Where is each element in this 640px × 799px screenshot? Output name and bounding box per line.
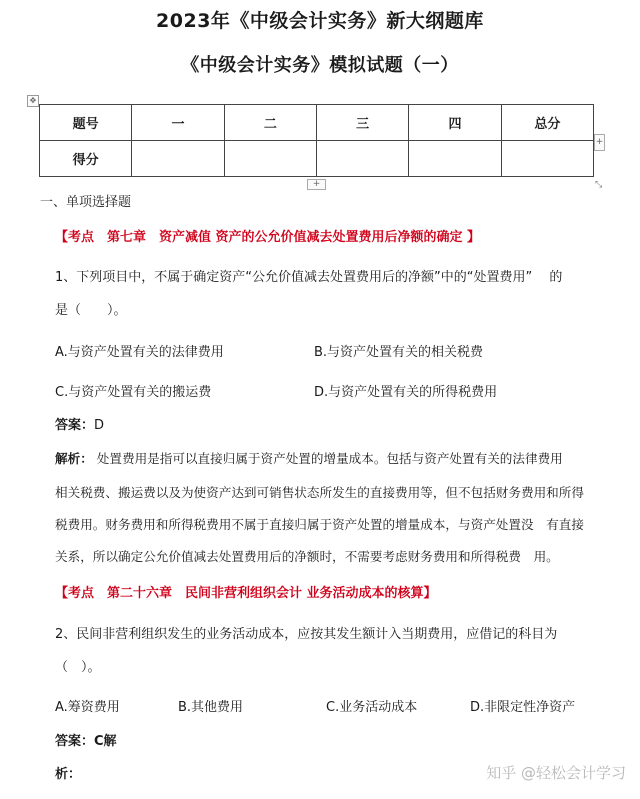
table-header-row (40, 105, 594, 141)
q1-analysis-line1 (55, 448, 563, 467)
score-cell[interactable] (224, 141, 316, 177)
score-cell[interactable] (316, 141, 408, 177)
add-column-icon[interactable]: + (594, 134, 605, 151)
q1-answer (55, 414, 104, 433)
table-move-handle-icon[interactable]: ✥ (27, 95, 39, 107)
table-header-cell: 一 (132, 105, 224, 141)
q1-kaodian: 【考点 第七章 资产减值 资产的公允价值减去处置费用后净额的确定 】 (55, 230, 481, 245)
document-title: 2023年《中级会计实务》新大纲题库 (156, 10, 484, 32)
analysis-text: 处置费用是指可以直接归属于资产处置的增量成本。包括与资产处置有关的法律费用 (96, 451, 563, 466)
q1-analysis-line4: 关系，所以确定公允价值减去处置费用后的净额时，不需要考虑财务费用和所得税费 用。 (55, 549, 559, 564)
q2-option-d: D.非限定性净资产 (470, 700, 576, 715)
score-cell[interactable] (501, 141, 593, 177)
q1-option-d: D.与资产处置有关的所得税费用 (314, 385, 498, 400)
section-heading: 一、单项选择题 (40, 195, 132, 210)
q1-analysis-line2: 相关税费、搬运费以及为使资产达到可销售状态所发生的直接费用等，但不包括财务费用和所得 (55, 485, 584, 500)
table-resize-icon[interactable]: ⤡ (595, 180, 603, 190)
table-header-cell: 题号 (40, 105, 132, 141)
q2-answer: 答案：C解 (55, 734, 117, 749)
q1-option-c: C.与资产处置有关的搬运费 (55, 385, 212, 400)
document-subtitle: 《中级会计实务》模拟试题（一） (181, 55, 459, 76)
q1-stem-line2: 是（ ）。 (55, 303, 127, 318)
q2-option-a: A.筹资费用 (55, 700, 120, 715)
q1-option-b: B.与资产处置有关的相关税费 (314, 345, 484, 360)
table-score-row (40, 141, 594, 177)
q1-option-a: A.与资产处置有关的法律费用 (55, 345, 224, 360)
score-row-label: 得分 (40, 141, 132, 177)
watermark: 知乎 @轻松会计学习 (486, 764, 626, 782)
score-table (39, 104, 594, 177)
table-header-cell: 四 (409, 105, 501, 141)
q2-option-b: B.其他费用 (178, 700, 244, 715)
q1-stem-line1: 1、下列项目中，不属于确定资产“公允价值减去处置费用后的净额”中的“处置费用” 的 (55, 270, 563, 285)
score-cell[interactable] (409, 141, 501, 177)
add-row-icon[interactable]: + (307, 179, 326, 190)
q2-analysis: 析： (55, 767, 82, 782)
q2-option-c: C.业务活动成本 (326, 700, 418, 715)
q2-kaodian: 【考点 第二十六章 民间非营利组织会计 业务活动成本的核算】 (55, 586, 437, 601)
q1-analysis-line3: 税费用。财务费用和所得税费用不属于直接归属于资产处置的增量成本，与资产处置没 有直接 (55, 517, 584, 532)
table-header-cell: 总分 (501, 105, 593, 141)
analysis-label: 解析： (55, 451, 93, 466)
answer-label: 答案： (55, 418, 95, 433)
score-cell[interactable] (132, 141, 224, 177)
q2-stem-line1: 2、民间非营利组织发生的业务活动成本，应按其发生额计入当期费用，应借记的科目为 (55, 627, 558, 642)
table-header-cell: 二 (224, 105, 316, 141)
answer-value: D (94, 418, 105, 433)
q2-stem-line2: （ ）。 (55, 660, 101, 675)
table-header-cell: 三 (316, 105, 408, 141)
